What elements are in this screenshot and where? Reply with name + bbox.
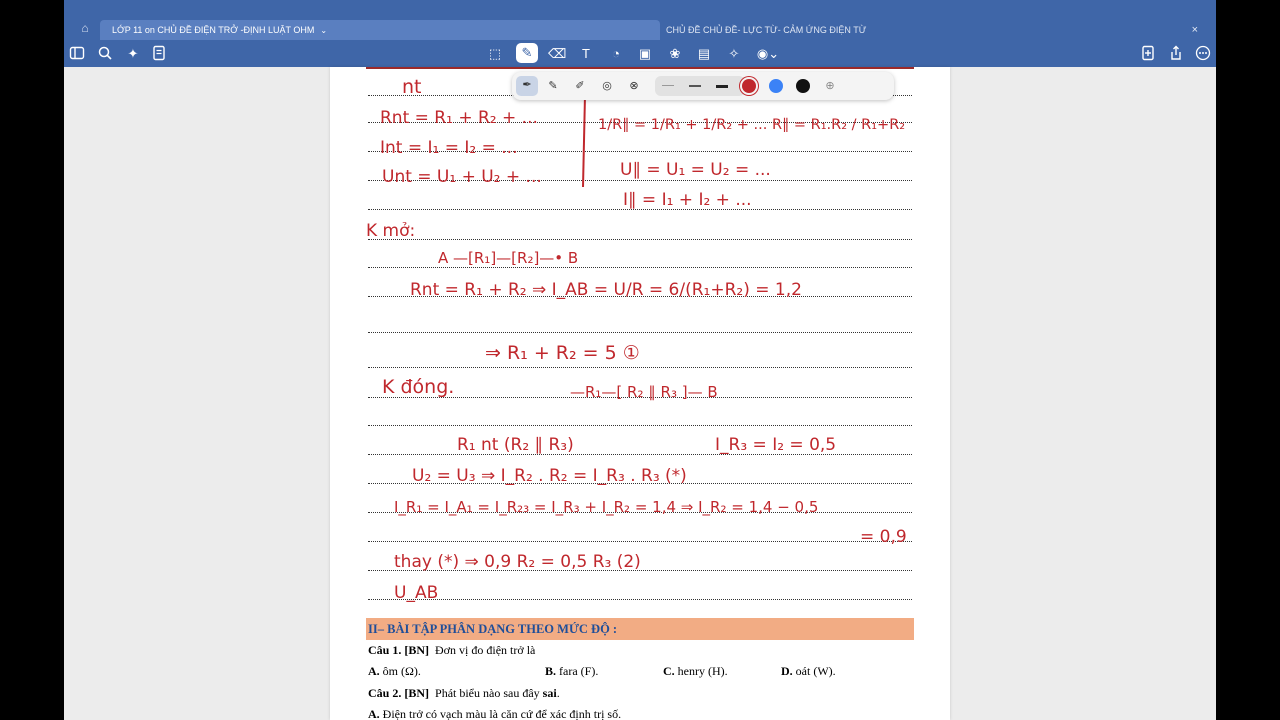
question-label: Câu 1. [BN] [368,643,430,657]
stroke-width-medium[interactable] [689,85,701,87]
column-divider-stroke [583,95,585,187]
option-key: C. [663,664,675,678]
image-icon[interactable]: ▣ [638,46,652,61]
text-box-icon[interactable]: T [582,46,590,61]
comment-icon[interactable]: ▤ [697,46,711,61]
microphone-icon[interactable]: ◉⌄ [756,46,780,61]
answer-option [663,664,728,679]
option-text: fara (F). [559,664,599,678]
ink-text: Int = I₁ = I₂ = ... [380,138,518,158]
answer-option [545,664,598,679]
ink-text: ⇒ R₁ + R₂ = 5 ① [485,342,640,364]
fountain-pen-icon[interactable]: ✒ [516,76,538,96]
option-text: ôm (Ω). [382,664,421,678]
sticker-icon[interactable]: ❀ [669,46,681,61]
question-text: Phát biểu nào sau đây [435,686,543,700]
ink-text: K đóng. [382,376,455,398]
more-icon[interactable] [1194,45,1212,63]
section-title: II– BÀI TẬP PHÂN DẠNG THEO MỨC ĐỘ : [368,622,618,636]
ink-text: —R₁—[ R₂ ∥ R₃ ]— B [570,383,718,401]
link-tool-icon[interactable]: ⊗ [629,80,639,92]
add-page-icon[interactable] [1139,45,1157,63]
option-key: B. [545,664,557,678]
shapes-icon[interactable]: ◔ [612,46,620,61]
laser-pointer-icon[interactable]: ✧ [728,46,740,61]
tab-label: CHỦ ĐỀ CHỦ ĐỀ- LỰC TỪ- CẢM ỨNG ĐIỆN TỪ [666,25,867,35]
color-swatch-blue[interactable] [769,79,783,93]
tab-active-document[interactable] [100,20,660,40]
ink-text: I_R₃ = I₂ = 0,5 [715,435,837,455]
color-swatch-red[interactable] [742,79,756,93]
main-toolbar [64,40,1216,67]
sidebar-icon[interactable] [68,45,86,63]
ballpoint-pen-icon[interactable]: ✎ [548,80,558,92]
option-key: A. [368,707,380,720]
tab-label: LỚP 11 on CHỦ ĐỀ ĐIỆN TRỞ -ĐỊNH LUẬT OHM [112,25,315,35]
ink-text: U_AB [394,583,439,603]
ink-text: A —[R₁]—[R₂]—• B [438,249,579,267]
color-swatch-black[interactable] [796,79,810,93]
brush-pen-icon[interactable]: ✐ [575,80,585,92]
magic-icon[interactable]: ✦ [127,46,139,61]
ink-text: U₂ = U₃ ⇒ I_R₂ . R₂ = I_R₃ . R₃ (*) [412,466,687,486]
question-emphasis: sai [542,686,557,700]
question-2 [368,686,560,701]
answer-option [368,707,621,720]
ink-text: R₁ nt (R₂ ∥ R₃) [457,435,574,455]
lasso-select-icon[interactable]: ⬚ [488,46,502,61]
stroke-width-thick[interactable] [716,85,728,88]
option-text: henry (H). [677,664,728,678]
search-icon[interactable] [96,45,114,63]
eraser-icon[interactable]: ⌫ [548,46,567,61]
pen-palette [512,72,894,100]
question-label: Câu 2. [BN] [368,686,430,700]
option-key: D. [781,664,793,678]
tab-bar [64,0,1216,40]
document-page[interactable] [330,67,950,720]
ink-text: Unt = U₁ + U₂ + ... [382,167,542,187]
question-text: Đơn vị đo điện trở là [435,643,536,657]
handwritten-notes [330,67,950,627]
zoom-lens-icon[interactable]: ◎ [602,80,612,92]
ink-text: I_R₁ = I_A₁ = I_R₂₃ = I_R₃ + I_R₂ = 1,4 ⇒ I_R₂ = 1,4 − 0,5 [394,498,819,516]
question-1 [368,643,535,658]
pen-icon[interactable]: ✎ [516,43,538,63]
ink-text: U∥ = U₁ = U₂ = ... [620,160,771,180]
question-punctuation: . [556,686,560,700]
add-color-icon[interactable]: ⊕ [825,80,835,92]
share-icon[interactable] [1167,45,1185,63]
answer-option [781,664,836,679]
ink-text: K mở: [366,221,416,241]
ink-text: I∥ = I₁ + I₂ + ... [623,190,752,210]
ink-text: Rnt = R₁ + R₂ + ... [380,108,538,128]
document-icon[interactable] [150,45,168,63]
stroke-width-thin[interactable] [662,85,674,86]
option-key: A. [368,664,380,678]
ink-text: = 0,9 [860,527,907,547]
ink-text: thay (*) ⇒ 0,9 R₂ = 0,5 R₃ (2) [394,552,641,572]
chevron-down-icon[interactable]: ⌄ [320,25,328,35]
ink-text: Rnt = R₁ + R₂ ⇒ I_AB = U/R = 6/(R₁+R₂) = 1,2 [410,280,802,300]
tab-second-document[interactable] [660,20,1206,40]
home-icon[interactable]: ⌂ [81,21,89,35]
close-icon[interactable]: × [1191,24,1198,36]
ink-text: 1/R∥ = 1/R₁ + 1/R₂ + ... R∥ = R₁.R₂ / R₁+R₂ [598,117,906,133]
notes-app-window [64,0,1216,720]
option-text: Điện trở có vạch màu là căn cứ để xác định trị số. [382,707,622,720]
section-header [366,618,914,640]
option-text: oát (W). [795,664,836,678]
answer-option [368,664,421,679]
ink-text: nt [402,76,422,98]
